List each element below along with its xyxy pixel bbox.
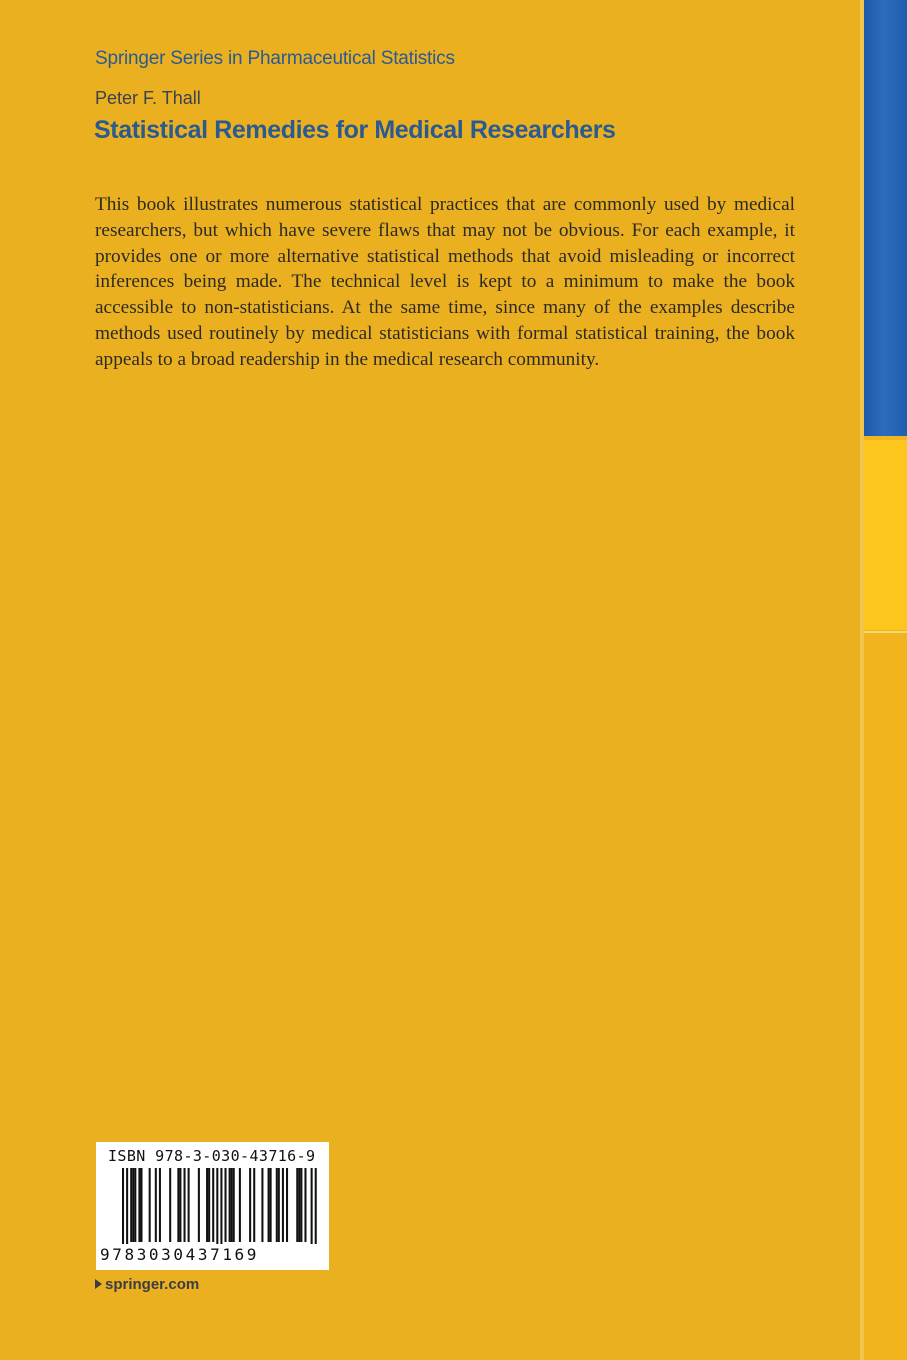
barcode-bar bbox=[270, 1168, 272, 1242]
barcode-bar bbox=[169, 1168, 171, 1242]
publisher-link[interactable] bbox=[95, 1276, 199, 1293]
barcode-bar bbox=[229, 1168, 231, 1242]
barcode-bar bbox=[159, 1168, 161, 1242]
isbn-label: ISBN 978-3-030-43716-9 bbox=[108, 1147, 316, 1165]
barcode-bar bbox=[298, 1168, 300, 1242]
barcode-bar bbox=[212, 1168, 214, 1242]
barcode-bar bbox=[155, 1168, 157, 1242]
publisher-url: springer.com bbox=[105, 1276, 200, 1293]
barcode-bar bbox=[184, 1168, 186, 1242]
barcode-bar bbox=[249, 1168, 251, 1242]
barcode-bar bbox=[253, 1168, 255, 1242]
barcode-bar bbox=[278, 1168, 280, 1242]
barcode-bar bbox=[177, 1168, 179, 1242]
barcode-bar bbox=[126, 1168, 128, 1244]
barcode-digits: 9783030437169 bbox=[100, 1245, 260, 1264]
barcode-bar bbox=[198, 1168, 200, 1242]
barcode-bar bbox=[225, 1168, 227, 1242]
barcode-bar bbox=[261, 1168, 263, 1242]
isbn-barcode bbox=[96, 1142, 329, 1270]
barcode-bar bbox=[296, 1168, 298, 1242]
book-title: Statistical Remedies for Medical Researchers bbox=[94, 116, 616, 144]
barcode-bar bbox=[206, 1168, 208, 1242]
barcode-bar bbox=[140, 1168, 142, 1242]
barcode-bar bbox=[220, 1168, 222, 1244]
barcode-bar bbox=[286, 1168, 288, 1242]
barcode-bar bbox=[149, 1168, 151, 1242]
barcode-bar bbox=[276, 1168, 278, 1242]
barcode-bar bbox=[216, 1168, 218, 1244]
barcode-bar bbox=[282, 1168, 284, 1242]
book-description: This book illustrates numerous statistical practices that are commonly used by medical researchers, but which have severe flaws that may not be obvious. For each example, it provides one or more alternative statistical methods that avoid misleading or incorrect inferences being made. The technical level is kept to a minimum to make the book accessible to non-statisticians. At the same time, since many of the examples describe methods used routinely by medical statisticians with formal statistical training, the book appeals to a broad readership in the medical research community. bbox=[95, 194, 795, 370]
barcode-bar bbox=[188, 1168, 190, 1242]
barcode-bar bbox=[315, 1168, 317, 1244]
series-name: Springer Series in Pharmaceutical Statistics bbox=[95, 48, 455, 69]
barcode-bar bbox=[122, 1168, 124, 1244]
barcode-bar bbox=[300, 1168, 302, 1242]
barcode-bar bbox=[130, 1168, 132, 1242]
author-name: Peter F. Thall bbox=[95, 88, 201, 108]
barcode-bar bbox=[138, 1168, 140, 1242]
arrow-right-icon bbox=[95, 1279, 102, 1289]
barcode-bar bbox=[239, 1168, 241, 1242]
barcode-bar bbox=[311, 1168, 313, 1244]
barcode-bar bbox=[268, 1168, 270, 1242]
barcode-bar bbox=[233, 1168, 235, 1242]
barcode-bar bbox=[134, 1168, 136, 1242]
barcode-bar bbox=[132, 1168, 134, 1242]
side-strip-lower bbox=[864, 633, 907, 1360]
barcode-bar bbox=[208, 1168, 210, 1242]
barcode-bar bbox=[304, 1168, 306, 1242]
side-strip-yellow bbox=[864, 440, 907, 630]
side-strip-blue bbox=[864, 0, 907, 436]
barcode-bar bbox=[179, 1168, 181, 1242]
barcode-icon bbox=[100, 1168, 326, 1244]
barcode-bar bbox=[231, 1168, 233, 1242]
